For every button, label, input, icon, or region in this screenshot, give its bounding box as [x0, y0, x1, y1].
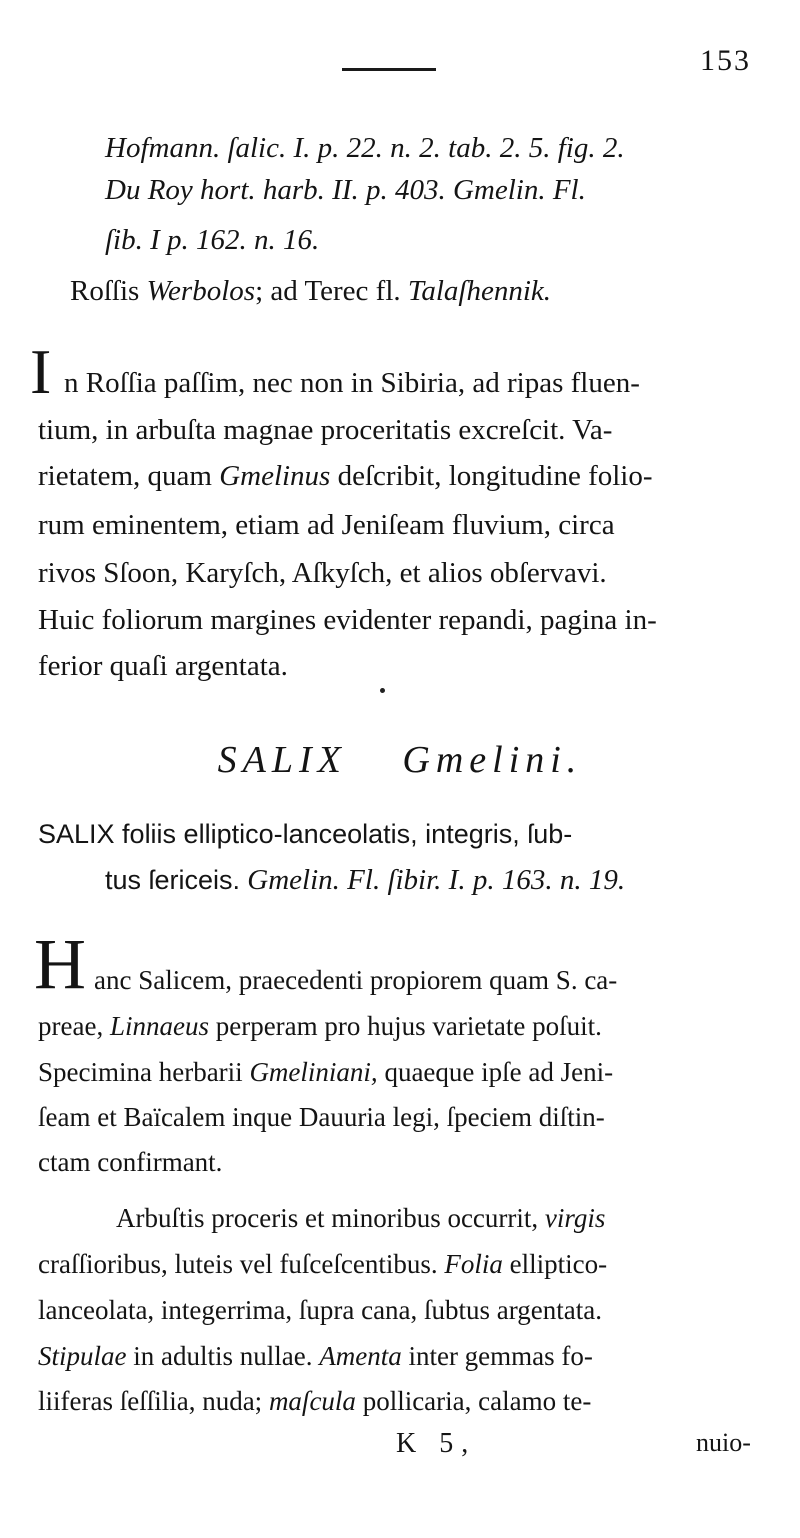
- paragraph3-line-1: [116, 1200, 605, 1236]
- dropcap-h: H: [34, 924, 86, 1004]
- synonym-line-2: Du Roy hort. harb. II. p. 403. Gmelin. Fl.: [105, 174, 586, 206]
- vernacular-prefix: Roſſis: [70, 275, 140, 307]
- paragraph2-line-3: [38, 1054, 613, 1090]
- term-amenta: Amenta: [319, 1341, 402, 1371]
- signature-mark: K 5,: [396, 1428, 477, 1459]
- paragraph1-line-6: Huic foliorum margines evidenter repandi, pagina in-: [38, 604, 657, 636]
- term-folia: Folia: [444, 1249, 503, 1279]
- vernacular-name-talashennik: Talaſhennik.: [407, 275, 552, 307]
- paragraph1-line-3: [38, 458, 653, 494]
- paragraph2-line-5: ctam confirmant.: [38, 1147, 223, 1177]
- vernacular-middle: ; ad Terec fl.: [255, 275, 401, 307]
- paragraph2-text: perperam pro hujus varietate poſuit.: [215, 1011, 602, 1041]
- species-title: SALIX Gmelini.: [217, 739, 583, 781]
- diagnosis-plain: tus ſericeis.: [105, 865, 241, 895]
- paragraph1-line-5: rivos Sſoon, Karyſch, Aſkyſch, et alios obſervavi.: [38, 557, 607, 589]
- paragraph1-line-1: n Roſſia paſſim, nec non in Sibiria, ad ripas fluen-: [64, 367, 640, 399]
- paragraph2-line-4: ſeam et Baïcalem inque Dauuria legi, ſpeciem diſtin-: [38, 1102, 605, 1132]
- paragraph3-text: Arbuſtis proceris et minoribus occurrit,: [116, 1203, 539, 1233]
- paragraph2-text: Specimina herbarii: [38, 1057, 243, 1087]
- header-rule: [342, 68, 436, 71]
- author-gmelinus: Gmelinus: [219, 460, 331, 492]
- paragraph1-line-4: rum eminentem, etiam ad Jeniſeam fluvium, circa: [38, 509, 615, 541]
- term-mascula: maſcula: [268, 1386, 356, 1416]
- term-stipulae: Stipulae: [38, 1341, 127, 1371]
- catchword: nuio-: [696, 1428, 751, 1457]
- paragraph2-line-1: anc Salicem, praecedenti propiorem quam S. ca-: [94, 965, 618, 995]
- paragraph2-text: preae,: [38, 1011, 104, 1041]
- paragraph3-line-3: lanceolata, integerrima, ſupra cana, ſubtus argentata.: [38, 1295, 602, 1325]
- diagnosis-line-1: SALIX foliis elliptico-lanceolatis, integris, ſub-: [38, 819, 573, 849]
- paragraph1-line-2: tium, in arbuſta magnae proceritatis excreſcit. Va-: [38, 414, 613, 446]
- paragraph3-text: liiferas ſeſſilia, nuda;: [38, 1386, 263, 1416]
- paragraph3-line-4: [38, 1338, 593, 1374]
- paragraph1-line-7: ferior quaſi argentata.: [38, 650, 288, 682]
- paragraph3-text: elliptico-: [509, 1249, 608, 1279]
- author-linnaeus: Linnaeus: [109, 1011, 209, 1041]
- paragraph1-text: rietatem, quam: [38, 460, 212, 492]
- synonym-line-3: ſib. I p. 162. n. 16.: [105, 224, 320, 256]
- paragraph1-text: deſcribit, longitudine folio-: [337, 460, 653, 492]
- dropcap-i: I: [30, 336, 52, 407]
- diagnosis-line-2: [105, 862, 625, 898]
- page-number: 153: [700, 44, 751, 77]
- paragraph3-text: in adultis nullae.: [133, 1341, 313, 1371]
- paragraph2-line-2: [38, 1008, 602, 1044]
- paragraph3-text: pollicaria, calamo te-: [362, 1386, 592, 1416]
- vernacular-name-werbolos: Werbolos: [146, 275, 256, 307]
- paragraph3-line-5: [38, 1383, 591, 1419]
- paragraph3-text: inter gemmas fo-: [408, 1341, 593, 1371]
- paragraph3-line-2: [38, 1246, 607, 1282]
- paragraph2-text: quaeque ipſe ad Jeni-: [384, 1057, 614, 1087]
- synonym-line-1: Hofmann. ſalic. I. p. 22. n. 2. tab. 2. 5. fig. 2.: [105, 132, 625, 164]
- author-gmeliniani: Gmeliniani,: [249, 1057, 378, 1087]
- term-virgis: virgis: [544, 1203, 606, 1233]
- ink-dot: [380, 688, 385, 693]
- vernacular-names: [70, 273, 551, 309]
- paragraph3-text: craſſioribus, luteis vel fuſceſcentibus.: [38, 1249, 438, 1279]
- diagnosis-reference: Gmelin. Fl. ſibir. I. p. 163. n. 19.: [247, 864, 626, 896]
